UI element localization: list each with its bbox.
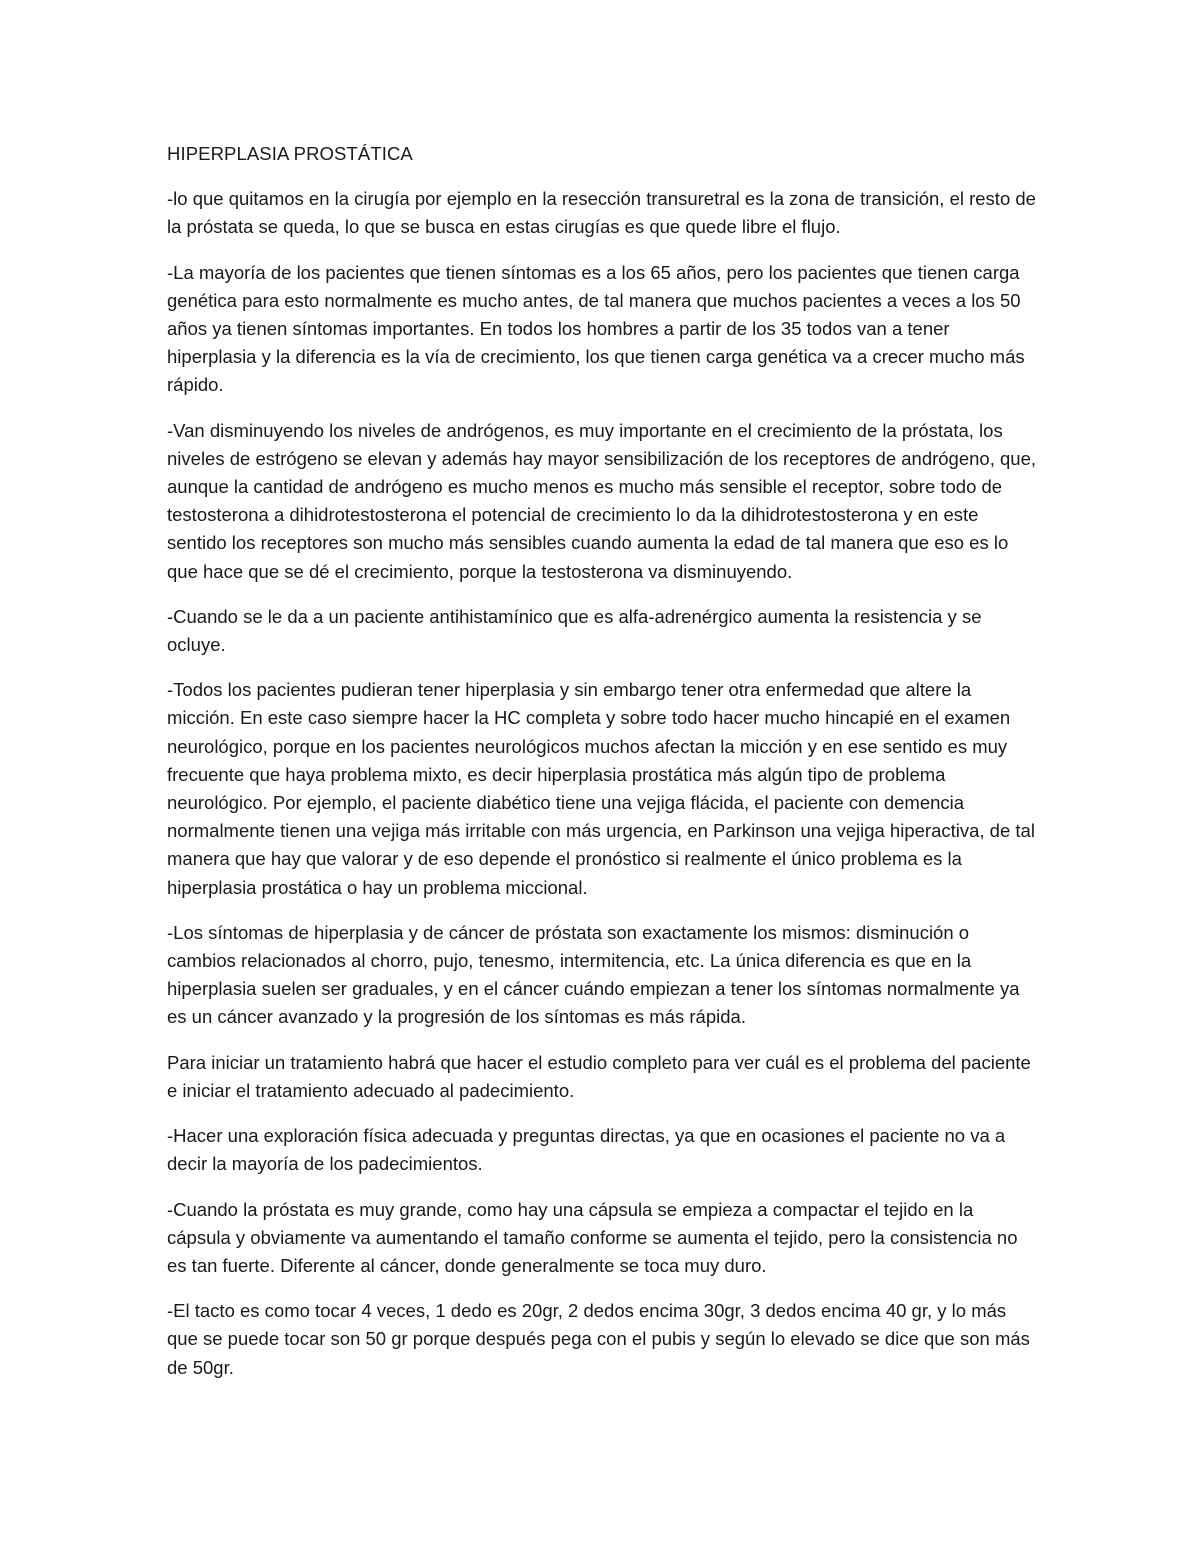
paragraph-tratamiento: Para iniciar un tratamiento habrá que hacer el estudio completo para ver cuál es el problema del paciente e iniciar el tratamiento adecuado al padecimiento. — [167, 1051, 1031, 1101]
paragraph-exploracion: -Hacer una exploración física adecuada y preguntas directas, ya que en ocasiones el paciente no va a decir la mayoría de los padecimientos. — [167, 1125, 1006, 1175]
paragraph-androgenos: -Van disminuyendo los niveles de andrógenos, es muy importante en el crecimiento de la próstata, los niveles de estrógeno se elevan y además hay mayor sensibilización de los receptores de andrógeno, que, aunque la cantidad de andrógeno es mucho menos es mucho más sensible el receptor, sobre todo de testosterona a dihidrotestosterona el potencial de crecimiento lo da la dihidrotestosterona y en este sentido los receptores son mucho más sensibles cuando aumenta la edad de tal manera que eso es lo que hace que se dé el crecimiento, porque la testosterona va disminuyendo. — [167, 419, 1037, 582]
paragraph-capsula: -Cuando la próstata es muy grande, como hay una cápsula se empieza a compactar el tejido en la cápsula y obviamente va aumentando el tamaño conforme se aumenta el tejido, pero la consistencia no es tan fuerte. Diferente al cáncer, donde generalmente se toca muy duro. — [167, 1198, 1018, 1276]
paragraph-antihistaminico: -Cuando se le da a un paciente antihistamínico que es alfa-adrenérgico aumenta la resistencia y se ocluye. — [167, 605, 982, 656]
document-title: HIPERPLASIA PROSTÁTICA — [167, 143, 413, 164]
paragraph-diagnostico-diferencial: -Todos los pacientes pudieran tener hiperplasia y sin embargo tener otra enfermedad que altere la micción. En este caso siempre hacer la HC completa y sobre todo hacer mucho hincapié en el examen neurológico, porque en los pacientes neurológicos muchos afectan la micción y en ese sentido es muy frecuente que haya problema mixto, es decir hiperplasia prostática más algún tipo de problema neurológico. Por ejemplo, el paciente diabético tiene una vejiga flácida, el paciente con demencia normalmente tienen una vejiga más irritable con más urgencia, en Parkinson una vejiga hiperactiva, de tal manera que hay que valorar y de eso depende el pronóstico si realmente el único problema es la hiperplasia prostática o hay un problema miccional. — [167, 679, 1035, 898]
paragraph-cirugia: -lo que quitamos en la cirugía por ejemplo en la resección transuretral es la zona de transición, el resto de la próstata se queda, lo que se busca en estas cirugías es que quede libre el flujo. — [167, 188, 1036, 238]
document-body — [167, 140, 1037, 1399]
paragraph-sintomas-edad: -La mayoría de los pacientes que tienen síntomas es a los 65 años, pero los pacientes que tienen carga genética para esto normalmente es mucho antes, de tal manera que muchos pacientes a veces a los 50 años ya tienen síntomas importantes. En todos los hombres a partir de los 35 todos van a tener hiperplasia y la diferencia es la vía de crecimiento, los que tienen carga genética va a crecer mucho más rápido. — [167, 261, 1025, 396]
paragraph-tacto: -El tacto es como tocar 4 veces, 1 dedo es 20gr, 2 dedos encima 30gr, 3 dedos encima 40 gr, y lo más que se puede tocar son 50 gr porque después pega con el pubis y según lo elevado se dice que son más de 50gr. — [167, 1300, 1030, 1378]
paragraph-sintomas-cancer: -Los síntomas de hiperplasia y de cáncer de próstata son exactamente los mismos: disminución o cambios relacionados al chorro, pujo, tenesmo, intermitencia, etc. La única diferencia es que en la hiperplasia suelen ser graduales, y en el cáncer cuándo empiezan a tener los síntomas normalmente ya es un cáncer avanzado y la progresión de los síntomas es más rápida. — [167, 921, 1020, 1028]
